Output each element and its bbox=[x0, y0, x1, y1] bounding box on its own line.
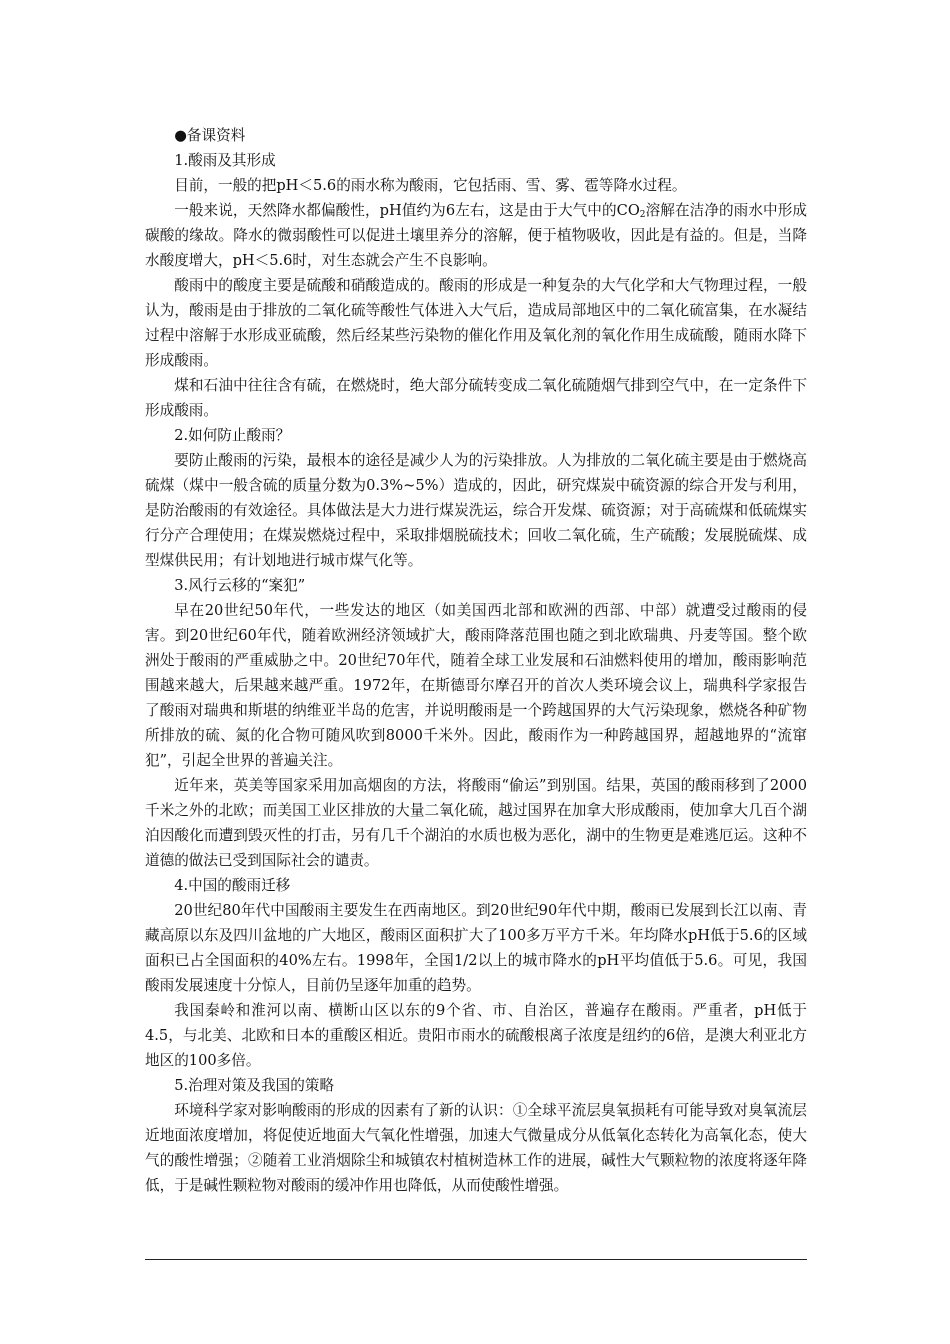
paragraph-9: 我国秦岭和淮河以南、横断山区以东的9个省、市、自治区，普遍存在酸雨。严重者，pH低于4.5，与北美、北欧和日本的重酸区相近。贵阳市雨水的硫酸根离子浓度是纽约的6倍，是澳大利亚北方地区的100多倍。 bbox=[145, 1002, 807, 1069]
co2-subscript: 2 bbox=[639, 210, 646, 220]
paragraph-2-before: 一般来说，天然降水都偏酸性，pH值约为6左右，这是由于大气中的CO bbox=[174, 202, 640, 219]
heading-1: 1.酸雨及其形成 bbox=[174, 152, 276, 169]
heading-2: 2.如何防止酸雨？ bbox=[174, 427, 291, 444]
paragraph-3: 酸雨中的酸度主要是硫酸和硝酸造成的。酸雨的形成是一种复杂的大气化学和大气物理过程，一般认为，酸雨是由于排放的二氧化硫等酸性气体进入大气后，造成局部地区中的二氧化硫富集，在水凝结过程中溶解于水形成亚硫酸，然后经某些污染物的催化作用及氧化剂的氧化作用生成硫酸，随雨水降下形成酸雨。 bbox=[145, 277, 807, 369]
paragraph-6: 早在20世纪50年代，一些发达的地区（如美国西北部和欧洲的西部、中部）就遭受过酸雨的侵害。到20世纪60年代，随着欧洲经济领域扩大，酸雨降落范围也随之到北欧瑞典、丹麦等国。整个欧洲处于酸雨的严重威胁之中。20世纪70年代，随着全球工业发展和石油燃料使用的增加，酸雨影响范围越来越大，后果越来越严重。1972年，在斯德哥尔摩召开的首次人类环境会议上，瑞典科学家报告了酸雨对瑞典和斯堪的纳维亚半岛的危害，并说明酸雨是一个跨越国界的大气污染现象，燃烧各种矿物所排放的硫、氮的化合物可随风吹到8000千米外。因此，酸雨作为一种跨越国界，超越地界的“流窜犯”，引起全世界的普遍关注。 bbox=[145, 602, 807, 769]
heading-3: 3.风行云移的“案犯” bbox=[174, 577, 306, 594]
heading-4: 4.中国的酸雨迁移 bbox=[174, 877, 291, 894]
heading-5: 5.治理对策及我国的策略 bbox=[174, 1077, 335, 1094]
paragraph-2 bbox=[145, 198, 807, 273]
paragraph-1: 目前，一般的把pH＜5.6的雨水称为酸雨，它包括雨、雪、雾、雹等降水过程。 bbox=[174, 177, 687, 194]
section-title: ●备课资料 bbox=[174, 127, 246, 144]
footer-rule bbox=[145, 1259, 807, 1260]
document-body bbox=[145, 123, 807, 1198]
paragraph-8: 20世纪80年代中国酸雨主要发生在西南地区。到20世纪90年代中期，酸雨已发展到长江以南、青藏高原以东及四川盆地的广大地区，酸雨区面积扩大了100多万平方千米。年均降水pH低于5.6的区域面积已占全国面积的40%左右。1998年，全国1/2以上的城市降水的pH平均值低于5.6。可见，我国酸雨发展速度十分惊人，目前仍呈逐年加重的趋势。 bbox=[145, 902, 807, 994]
paragraph-4: 煤和石油中往往含有硫，在燃烧时，绝大部分硫转变成二氧化硫随烟气排到空气中，在一定条件下形成酸雨。 bbox=[145, 377, 807, 419]
paragraph-10: 环境科学家对影响酸雨的形成的因素有了新的认识：①全球平流层臭氧损耗有可能导致对臭氧流层近地面浓度增加，将促使近地面大气氧化性增强，加速大气微量成分从低氧化态转化为高氧化态，使大气的酸性增强；②随着工业消烟除尘和城镇农村植树造林工作的进展，碱性大气颗粒物的浓度将逐年降低，于是碱性颗粒物对酸雨的缓冲作用也降低，从而使酸性增强。 bbox=[145, 1102, 807, 1194]
paragraph-5: 要防止酸雨的污染，最根本的途径是减少人为的污染排放。人为排放的二氧化硫主要是由于燃烧高硫煤（煤中一般含硫的质量分数为0.3%~5%）造成的，因此，研究煤炭中硫资源的综合开发与利用，是防治酸雨的有效途径。具体做法是大力进行煤炭洗运，综合开发煤、硫资源；对于高硫煤和低硫煤实行分产合理使用；在煤炭燃烧过程中，采取排烟脱硫技术；回收二氧化硫，生产硫酸；发展脱硫煤、成型煤供民用；有计划地进行城市煤气化等。 bbox=[145, 452, 807, 569]
paragraph-2-after: 溶解在洁净的雨水中形成碳酸的缘故。降水的微弱酸性可以促进土壤里养分的溶解，便于植物吸收，因此是有益的。但是，当降水酸度增大，pH＜5.6时，对生态就会产生不良影响。 bbox=[145, 202, 807, 269]
paragraph-7: 近年来，英美等国家采用加高烟囱的方法，将酸雨“偷运”到别国。结果，英国的酸雨移到了2000千米之外的北欧；而美国工业区排放的大量二氧化硫，越过国界在加拿大形成酸雨，使加拿大几百个湖泊因酸化而遭到毁灭性的打击，另有几千个湖泊的水质也极为恶化，湖中的生物更是难逃厄运。这种不道德的做法已受到国际社会的谴责。 bbox=[145, 777, 807, 869]
